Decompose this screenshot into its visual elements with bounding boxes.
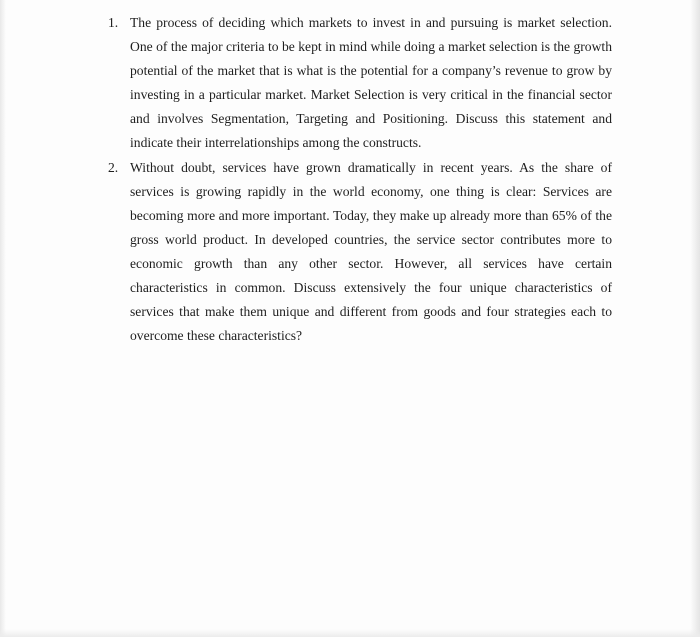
page-edge-shadow-bottom [0,629,700,637]
page-edge-shadow-right [690,0,700,637]
question-number: 2. [108,159,119,175]
question-item-1 [108,11,612,156]
question-number: 1. [108,15,119,30]
page-edge-shadow-left [0,0,6,637]
question-text: Without doubt, services have grown dramatically in recent years. As the share of services is growing rapidly in the world economy, one thing is clear: Services are becoming more and more important. Today, they make up already more than 65% of the gross world product. In developed countries, the service sector contributes more to economic growth than any other sector. However, all services have certain characteristics in common. Discuss extensively the four unique characteristics of services that make them unique and different from goods and four strategies each to overcome these characteristics? [130,159,612,344]
question-item-2 [108,156,612,349]
question-list [108,11,612,348]
question-text: The process of deciding which markets to invest in and pursuing is market selection. One of the major criteria to be kept in mind while doing a market selection is the growth potential of the market that is what is the potential for a company’s revenue to grow by investing in a particular market. Market Selection is very critical in the financial sector and involves Segmentation, Targeting and Positioning. Discuss this statement and indicate their interrelationships among the constructs. [130,15,612,151]
